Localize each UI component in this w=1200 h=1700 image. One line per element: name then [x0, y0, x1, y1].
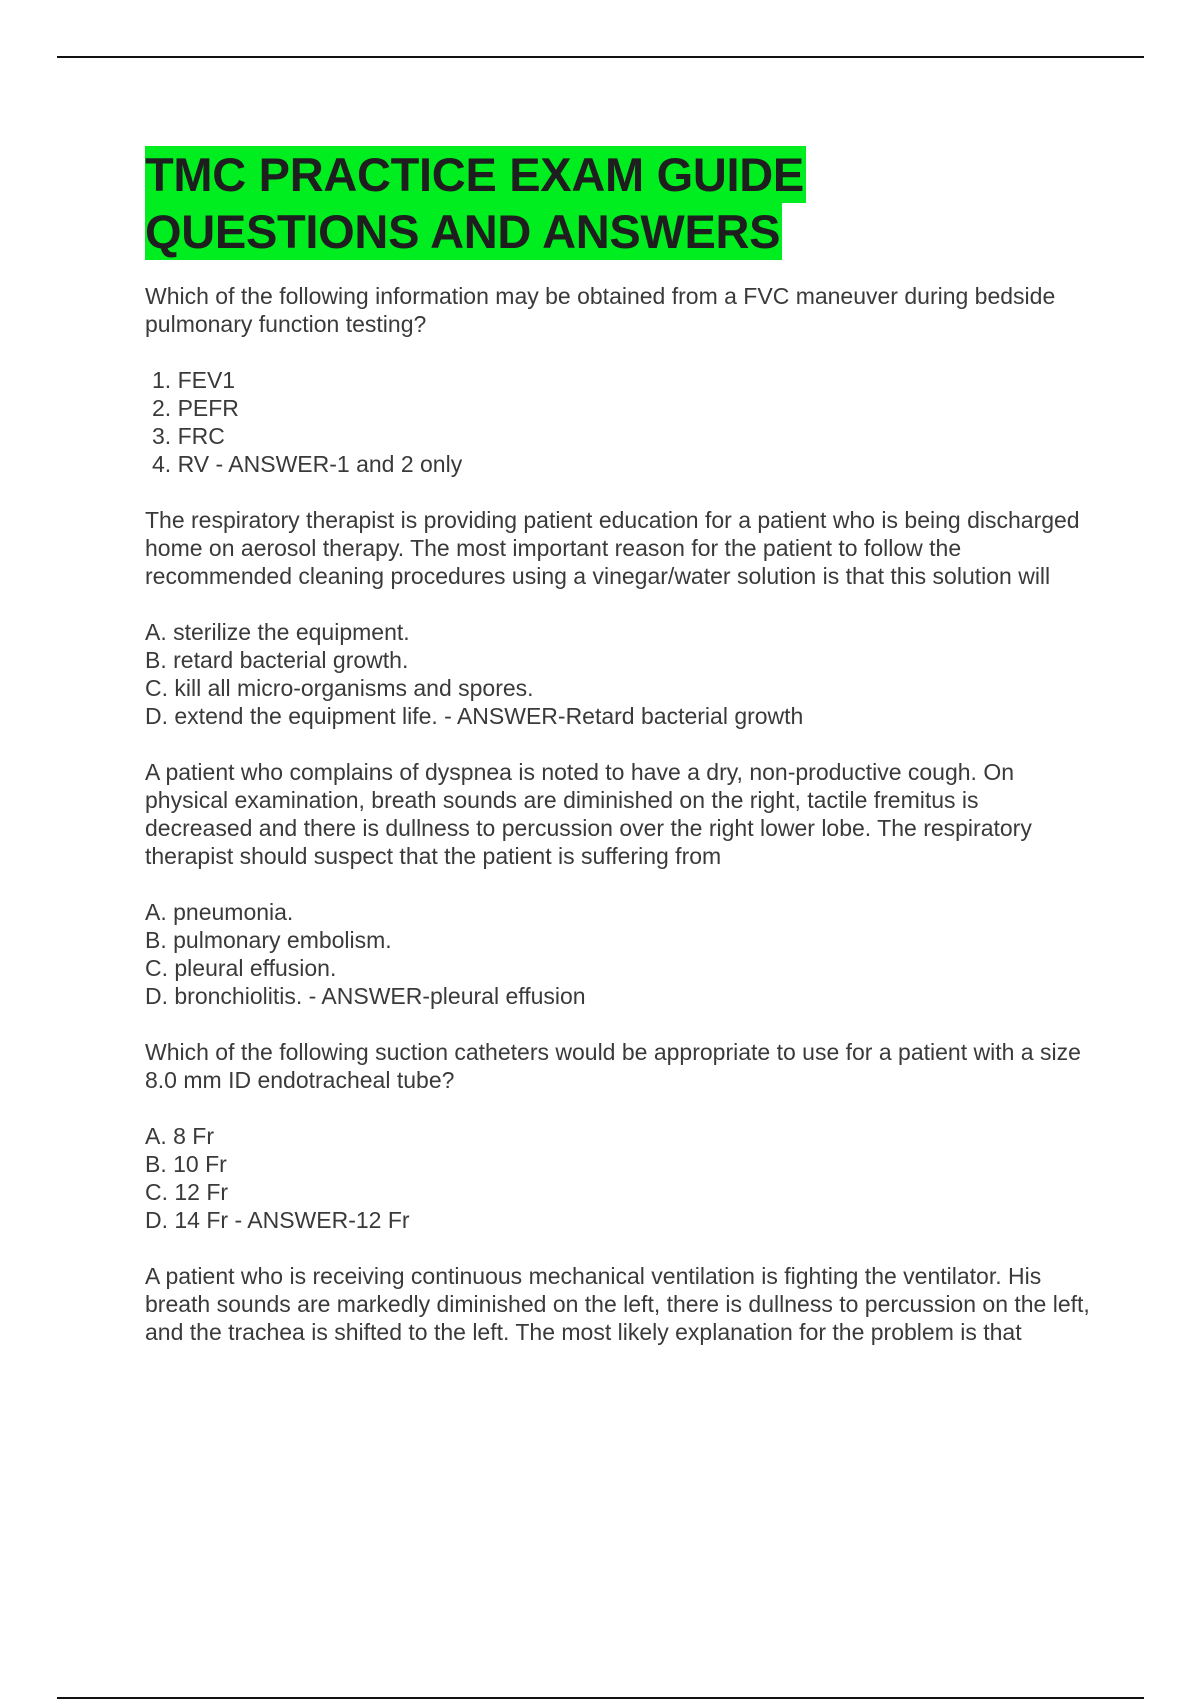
option-item: D. 14 Fr - ANSWER-12 Fr: [145, 1207, 410, 1233]
title-line-1: TMC PRACTICE EXAM GUIDE: [145, 148, 804, 201]
question-1-options: [145, 366, 1090, 478]
option-item: A. 8 Fr: [145, 1123, 215, 1149]
question-4-options: [145, 1122, 1090, 1234]
option-item: D. bronchiolitis. - ANSWER-pleural effusion: [145, 983, 586, 1009]
option-item: C. kill all micro-organisms and spores.: [145, 675, 534, 701]
question-2-options: [145, 618, 1090, 730]
option-item: 4. RV - ANSWER-1 and 2 only: [152, 451, 463, 477]
footer-rule: [57, 1697, 1144, 1699]
question-5-text: A patient who is receiving continuous mechanical ventilation is fighting the ventilator. His breath sounds are markedly diminished on the left, there is dullness to percussion on the left, and the trachea is shifted to the left. The most likely explanation for the problem is that: [145, 1263, 1090, 1345]
document-body: [145, 146, 1090, 1374]
option-item: A. sterilize the equipment.: [145, 619, 410, 645]
question-2-text: The respiratory therapist is providing patient education for a patient who is being discharged home on aerosol therapy. The most important reason for the patient to follow the recommended cleaning procedures using a vinegar/water solution is that this solution will: [145, 507, 1080, 589]
option-item: 1. FEV1: [152, 367, 236, 393]
option-item: C. 12 Fr: [145, 1179, 229, 1205]
question-3-text: A patient who complains of dyspnea is noted to have a dry, non-productive cough. On physical examination, breath sounds are diminished on the right, tactile fremitus is decreased and there is dullness to percussion over the right lower lobe. The respiratory therapist should suspect that the patient is suffering from: [145, 759, 1032, 869]
question-3-options: [145, 898, 1090, 1010]
document-title: [145, 146, 1090, 260]
question-1-text: Which of the following information may be obtained from a FVC maneuver during bedside pulmonary function testing?: [145, 283, 1056, 337]
header-rule: [57, 56, 1144, 58]
option-item: C. pleural effusion.: [145, 955, 337, 981]
option-item: B. retard bacterial growth.: [145, 647, 409, 673]
option-item: B. pulmonary embolism.: [145, 927, 392, 953]
title-line-2: QUESTIONS AND ANSWERS: [145, 205, 781, 258]
option-item: B. 10 Fr: [145, 1151, 227, 1177]
option-item: D. extend the equipment life. - ANSWER-Retard bacterial growth: [145, 703, 804, 729]
question-4-text: Which of the following suction catheters would be appropriate to use for a patient with a size 8.0 mm ID endotracheal tube?: [145, 1039, 1081, 1093]
option-item: A. pneumonia.: [145, 899, 294, 925]
option-item: 2. PEFR: [152, 395, 239, 421]
option-item: 3. FRC: [152, 423, 225, 449]
